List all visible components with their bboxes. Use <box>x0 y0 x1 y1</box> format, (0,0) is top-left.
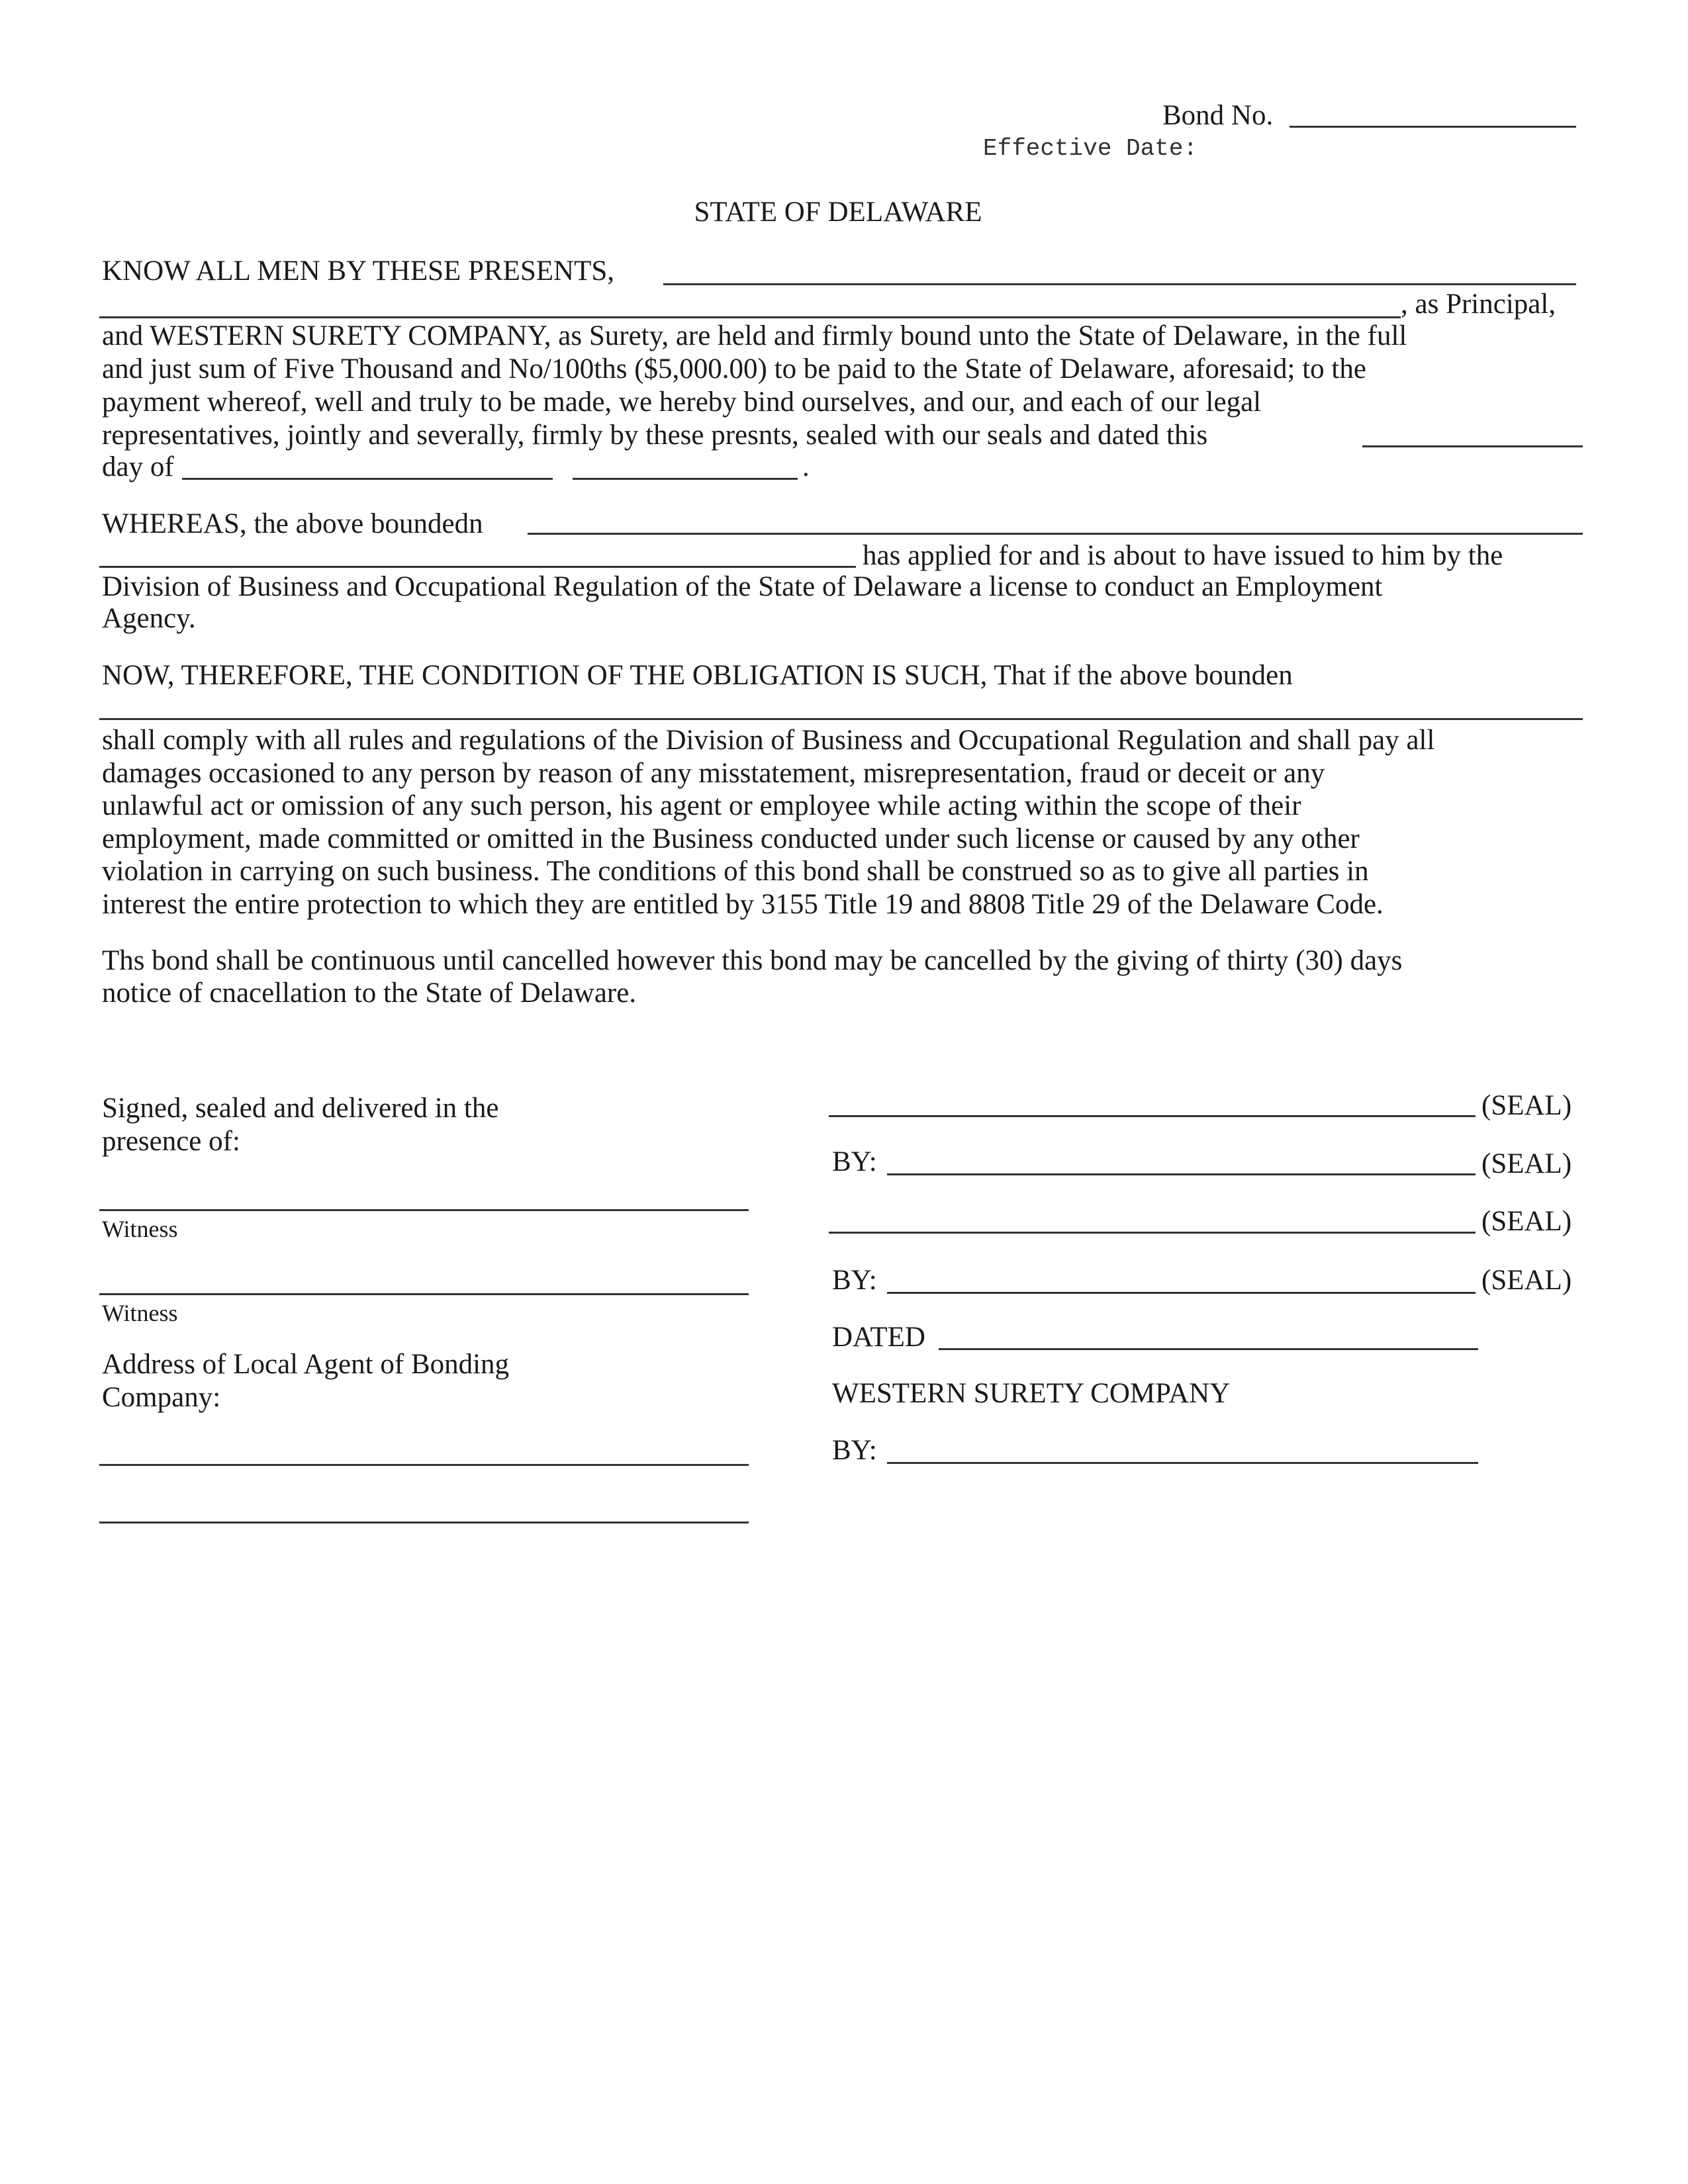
para2-line: Agency. <box>102 603 196 634</box>
bond-no-field[interactable] <box>1289 126 1576 128</box>
principal-name-field-1[interactable] <box>663 283 1576 285</box>
by-signature-field-2[interactable] <box>887 1292 1476 1294</box>
seal-label: (SEAL) <box>1481 1090 1572 1121</box>
period: . <box>802 451 810 482</box>
page-title: STATE OF DELAWARE <box>694 197 982 228</box>
effective-date-label: Effective Date: <box>983 135 1198 162</box>
witness-1-signature-field[interactable] <box>99 1209 749 1211</box>
agent-address-field-2[interactable] <box>99 1522 749 1524</box>
agent-address-field-1[interactable] <box>99 1464 749 1466</box>
para1-line: and WESTERN SURETY COMPANY, as Surety, are held and firmly bound unto the State of Delaware, in the full <box>102 320 1407 351</box>
witness-2-label: Witness <box>102 1300 178 1326</box>
para1-line: and just sum of Five Thousand and No/100ths ($5,000.00) to be paid to the State of Delaware, aforesaid; to the <box>102 353 1366 385</box>
bond-no-label: Bond No. <box>1162 100 1274 131</box>
surety-signature-field[interactable] <box>887 1462 1478 1464</box>
dated-label: DATED <box>832 1322 925 1353</box>
para3-line: violation in carrying on such business. The conditions of this bond shall be construed so as to give all parties in <box>102 856 1369 887</box>
witness-1-label: Witness <box>102 1216 178 1242</box>
principal-name-field-2[interactable] <box>99 316 1401 318</box>
address-label: Company: <box>102 1382 221 1413</box>
seal-label: (SEAL) <box>1481 1265 1572 1296</box>
para1-lead: KNOW ALL MEN BY THESE PRESENTS, <box>102 255 615 287</box>
bounden-name-field-2[interactable] <box>99 566 856 568</box>
dated-field[interactable] <box>939 1348 1478 1350</box>
bounden-field[interactable] <box>99 718 1583 720</box>
address-label: Address of Local Agent of Bonding <box>102 1349 510 1380</box>
day-of-label: day of <box>102 451 174 482</box>
signed-label: presence of: <box>102 1126 240 1157</box>
seal-label: (SEAL) <box>1481 1206 1572 1237</box>
witness-2-signature-field[interactable] <box>99 1293 749 1295</box>
seal-label: (SEAL) <box>1481 1148 1572 1179</box>
surety-company-name: WESTERN SURETY COMPANY <box>832 1378 1231 1409</box>
para4-line: notice of cnacellation to the State of Delaware. <box>102 978 637 1009</box>
para1-line: representatives, jointly and severally, firmly by these presnts, sealed with our seals and dated this <box>102 420 1208 451</box>
dated-year-field[interactable] <box>573 478 798 480</box>
dated-day-field[interactable] <box>1362 445 1583 447</box>
para2-line: Division of Business and Occupational Regulation of the State of Delaware a license to conduct an Employment <box>102 571 1383 602</box>
by-label: BY: <box>832 1146 877 1177</box>
principal-signature-field-2[interactable] <box>829 1232 1476 1234</box>
principal-suffix: , as Principal, <box>1401 289 1556 320</box>
para2-cont: has applied for and is about to have issued to him by the <box>863 540 1503 571</box>
signed-label: Signed, sealed and delivered in the <box>102 1093 499 1124</box>
bounden-name-field-1[interactable] <box>528 533 1583 535</box>
para2-lead: WHEREAS, the above boundedn <box>102 508 483 539</box>
para3-line: unlawful act or omission of any such person, his agent or employee while acting within the scope of their <box>102 790 1301 821</box>
by-signature-field-1[interactable] <box>887 1173 1476 1175</box>
dated-month-field[interactable] <box>182 478 553 480</box>
para3-line: damages occasioned to any person by reason of any misstatement, misrepresentation, fraud or deceit or any <box>102 758 1325 789</box>
principal-signature-field-1[interactable] <box>829 1115 1476 1117</box>
para3-line: employment, made committed or omitted in the Business conducted under such license or caused by any other <box>102 823 1360 854</box>
by-label: BY: <box>832 1435 877 1466</box>
para3-line: interest the entire protection to which they are entitled by 3155 Title 19 and 8808 Title 29 of the Delaware Code. <box>102 889 1383 920</box>
para3-line: shall comply with all rules and regulations of the Division of Business and Occupational Regulation and shall pay all <box>102 725 1435 756</box>
para3-lead: NOW, THEREFORE, THE CONDITION OF THE OBLIGATION IS SUCH, That if the above bounden <box>102 660 1293 691</box>
para1-line: payment whereof, well and truly to be made, we hereby bind ourselves, and our, and each of our legal <box>102 387 1262 418</box>
by-label: BY: <box>832 1265 877 1296</box>
para4-line: Ths bond shall be continuous until cancelled however this bond may be cancelled by the giving of thirty (30) days <box>102 945 1403 976</box>
